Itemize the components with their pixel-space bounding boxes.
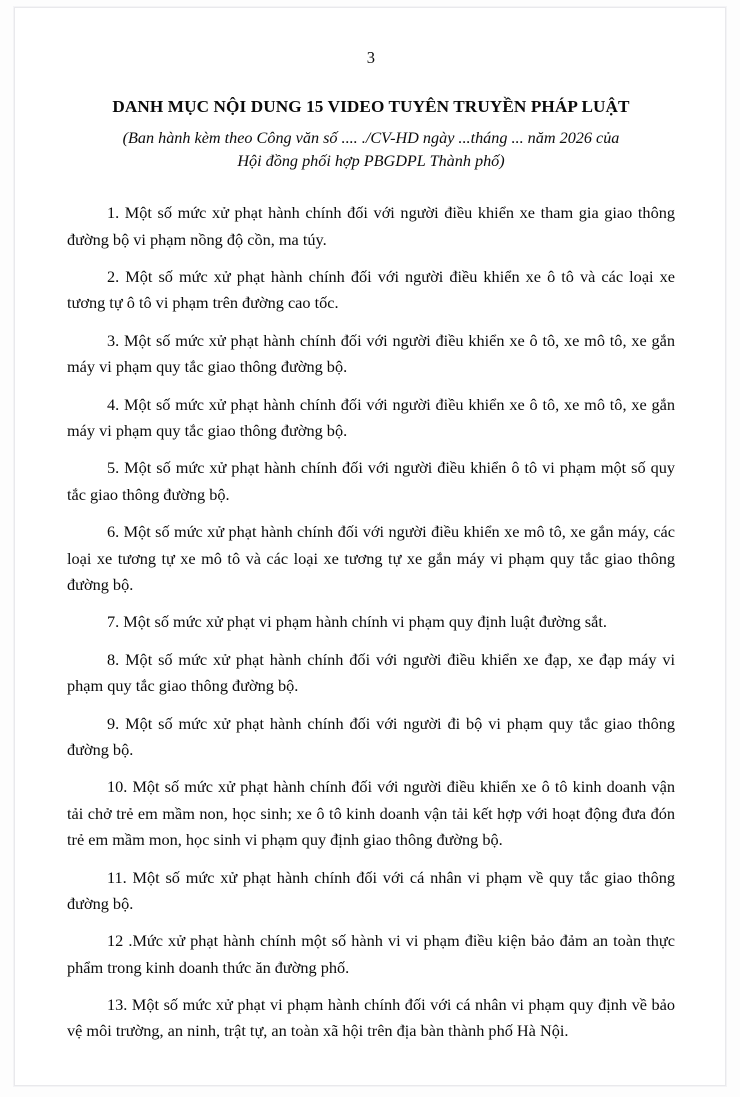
list-item: 13. Một số mức xử phạt vi phạm hành chính đối với cá nhân vi phạm quy định về bảo vệ môi trường, an ninh, trật tự, an toàn xã hội trên địa bàn thành phố Hà Nội. (67, 995, 675, 1041)
list-item: 5. Một số mức xử phạt hành chính đối với người điều khiển ô tô vi phạm một số quy tắc giao thông đường bộ. (67, 458, 675, 504)
subtitle-line-2: Hội đồng phối hợp PBGDPL Thành phố) (237, 152, 505, 171)
list-item: 2. Một số mức xử phạt hành chính đối với người điều khiển xe ô tô và các loại xe tương tự ô tô vi phạm trên đường cao tốc. (67, 267, 675, 313)
page-number: 3 (366, 48, 376, 67)
list-item: 7. Một số mức xử phạt vi phạm hành chính vi phạm quy định luật đường sắt. (107, 612, 607, 632)
list-item: 11. Một số mức xử phạt hành chính đối với cá nhân vi phạm về quy tắc giao thông đường bộ. (67, 867, 675, 913)
list-item: 10. Một số mức xử phạt hành chính đối với người điều khiển xe ô tô kinh doanh vận tải chở trẻ em mầm non, học sinh; xe ô tô kinh doanh vận tải kết hợp với hoạt động đưa đón trẻ em mầm mon, học sinh vi phạm quy định giao thông đường bộ. (67, 777, 675, 850)
list-item: 9. Một số mức xử phạt hành chính đối với người đi bộ vi phạm quy tắc giao thông đường bộ. (67, 713, 675, 759)
list-item: 3. Một số mức xử phạt hành chính đối với người điều khiển xe ô tô, xe mô tô, xe gắn máy vi phạm quy tắc giao thông đường bộ. (67, 330, 675, 377)
document-subtitle (67, 127, 675, 173)
list-item: 12 .Mức xử phạt hành chính một số hành vi vi phạm điều kiện bảo đảm an toàn thực phẩm trong kinh doanh thức ăn đường phố. (67, 931, 675, 977)
list-item: 1. Một số mức xử phạt hành chính đối với người điều khiển xe tham gia giao thông đường bộ vi phạm nồng độ cồn, ma túy. (67, 203, 675, 249)
subtitle-line-1: (Ban hành kèm theo Công văn số .... ./CV-HD ngày ...tháng ... năm 2026 của (122, 129, 620, 148)
list-item: 8. Một số mức xử phạt hành chính đối với người điều khiển xe đạp, xe đạp máy vi phạm quy tắc giao thông đường bộ. (67, 649, 675, 696)
page-title: DANH MỤC NỘI DUNG 15 VIDEO TUYÊN TRUYỀN PHÁP LUẬT (112, 96, 630, 116)
page-sheet (14, 7, 726, 1086)
list-item: 4. Một số mức xử phạt hành chính đối với người điều khiển xe ô tô, xe mô tô, xe gắn máy vi phạm quy tắc giao thông đường bộ. (67, 394, 675, 441)
video-topic-list (67, 200, 675, 1045)
list-item: 6. Một số mức xử phạt hành chính đối với người điều khiển xe mô tô, xe gắn máy, các loại xe tương tự xe mô tô và các loại xe tương tự xe gắn máy vi phạm quy tắc giao thông đường bộ. (67, 522, 675, 594)
page-content-area (15, 8, 725, 1085)
